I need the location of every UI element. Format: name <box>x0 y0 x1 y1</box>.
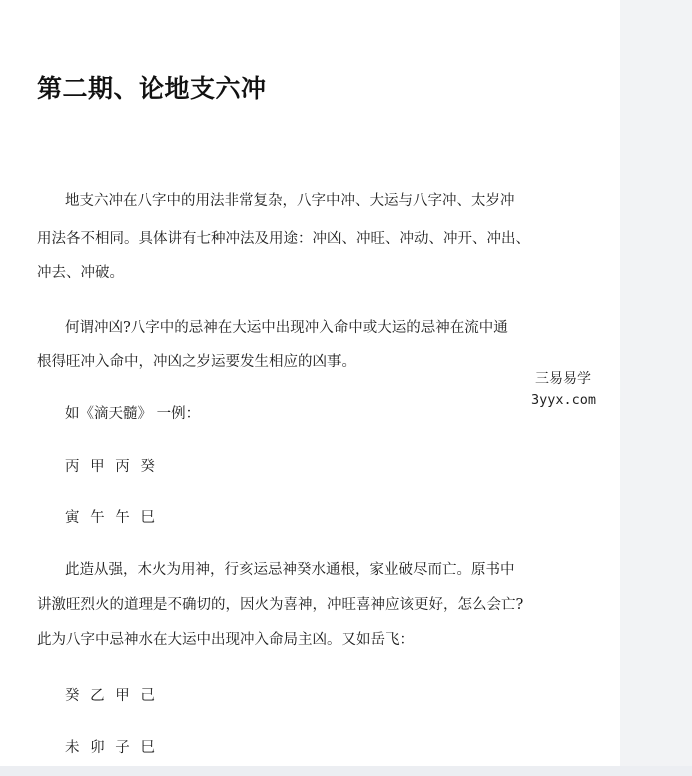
paragraph-line: 冲去、冲破。 <box>37 265 124 281</box>
watermark-url: 3yyx.com <box>531 392 597 408</box>
paragraph-line: 此为八字中忌神水在大运中出现冲入命局主凶。又如岳飞： <box>37 632 414 648</box>
example-intro: 如《滴天髓》 一例： <box>65 406 201 422</box>
bazi-stems-row: 癸 乙 甲 己 <box>65 688 158 704</box>
bazi-stems-row: 丙 甲 丙 癸 <box>65 459 158 475</box>
document-title: 第二期、论地支六冲 <box>37 74 267 103</box>
paragraph-line: 地支六冲在八字中的用法非常复杂，八字中冲、大运与八字冲、太岁冲 <box>65 193 515 209</box>
paragraph-line: 根得旺冲入命中，冲凶之岁运要发生相应的凶事。 <box>37 354 356 370</box>
bazi-branches-row: 寅 午 午 巳 <box>65 510 158 526</box>
bazi-branches-row: 未 卯 子 巳 <box>65 740 158 756</box>
viewer-margin <box>620 0 692 776</box>
paragraph-line: 用法各不相同。具体讲有七种冲法及用途：冲凶、冲旺、冲动、冲开、冲出、 <box>37 231 530 247</box>
viewer-bottom-margin <box>0 766 692 776</box>
paragraph-line: 何谓冲凶?八字中的忌神在大运中出现冲入命中或大运的忌神在流中通 <box>65 320 508 336</box>
paragraph-line: 此造从强，木火为用神，行亥运忌神癸水通根，家业破尽而亡。原书中 <box>65 562 515 578</box>
paragraph-line: 讲激旺烈火的道理是不确切的，因火为喜神，冲旺喜神应该更好，怎么会亡? <box>37 597 524 613</box>
watermark-text: 三易易学 <box>535 371 591 387</box>
